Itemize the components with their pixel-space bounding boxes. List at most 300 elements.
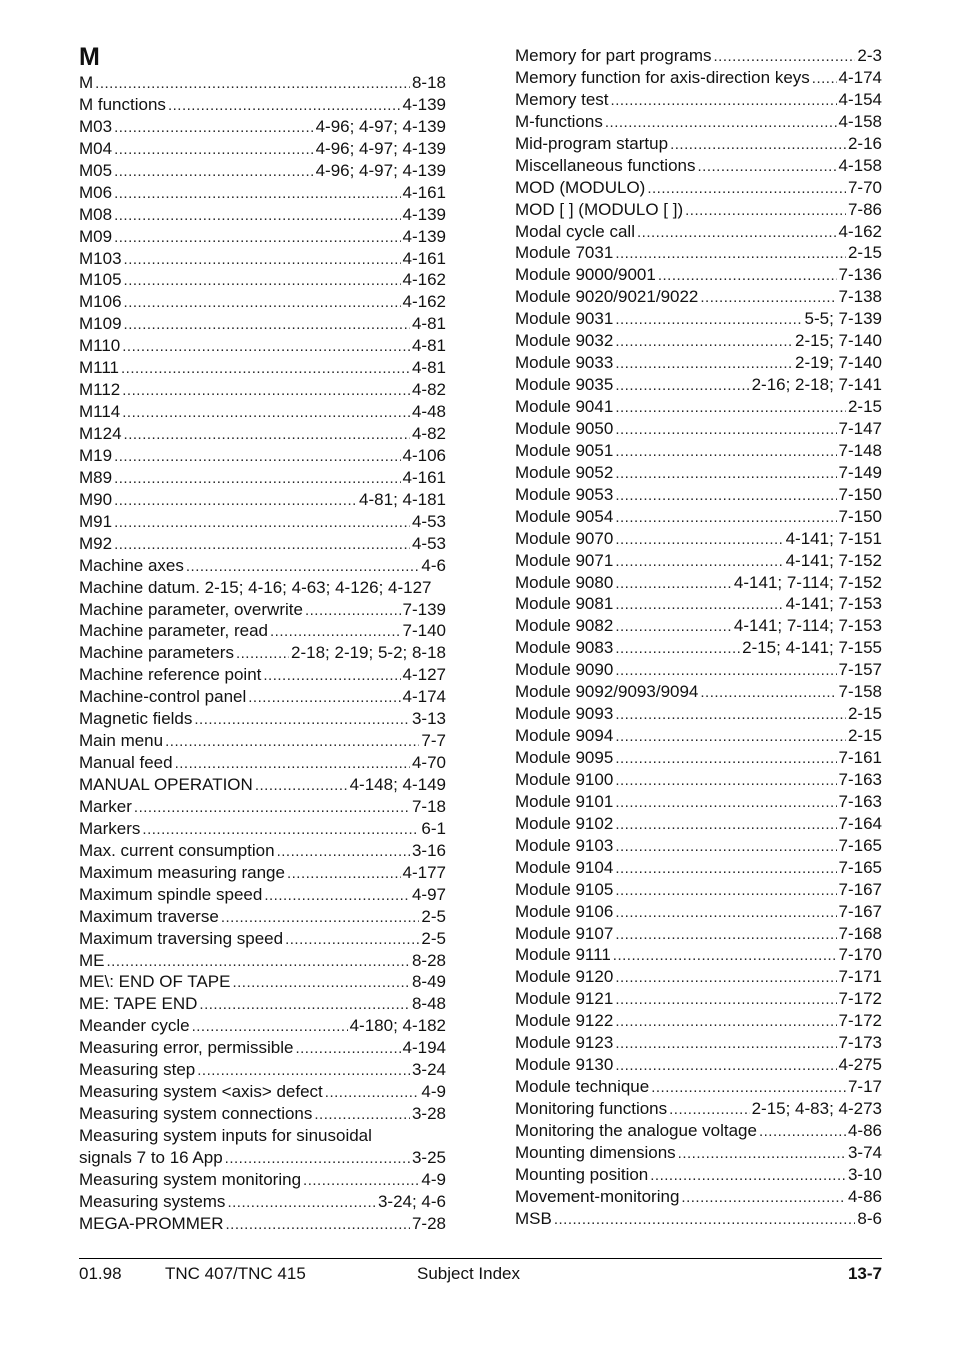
index-entry <box>79 884 446 906</box>
index-page-ref: 4-162 <box>402 292 446 312</box>
index-page-ref: 4-97 <box>411 884 446 904</box>
dot-leader <box>227 1192 376 1214</box>
dot-leader <box>277 841 410 863</box>
index-term: M112 <box>79 380 121 400</box>
index-term: Module 9106 <box>515 901 614 921</box>
index-term: Module 9070 <box>515 528 614 548</box>
dot-leader <box>615 638 740 660</box>
footer-model: TNC 407/TNC 415 <box>165 1264 306 1283</box>
dot-leader <box>615 1055 836 1077</box>
index-entry <box>79 1059 446 1081</box>
dot-leader <box>263 665 400 687</box>
index-page-ref: 7-86 <box>847 199 882 219</box>
dot-leader <box>114 205 400 227</box>
index-entry <box>515 725 882 747</box>
index-term: Module 9101 <box>515 791 614 811</box>
index-page-ref: 4-154 <box>838 89 882 109</box>
dot-leader <box>236 643 289 665</box>
index-entry <box>515 1010 882 1032</box>
index-entry <box>79 730 446 752</box>
index-term: Module 9103 <box>515 835 614 855</box>
index-page-ref: 4-174 <box>838 67 882 87</box>
index-entry <box>79 138 446 160</box>
index-page-ref: 7-17 <box>847 1077 882 1097</box>
index-term: M103 <box>79 248 122 268</box>
index-entry <box>515 1032 882 1054</box>
dot-leader <box>142 819 419 841</box>
index-page-ref: 4-9 <box>421 1082 446 1102</box>
index-term: Monitoring functions <box>515 1099 668 1118</box>
index-term: M19 <box>79 445 113 465</box>
index-page-ref: 4-96; 4-97; 4-139 <box>315 138 446 158</box>
index-entry <box>79 401 446 423</box>
index-page-ref: 4-81 <box>411 358 446 378</box>
index-page-ref: 3-24 <box>411 1060 446 1080</box>
index-page-ref: 2-15 <box>847 704 882 724</box>
dot-leader <box>114 117 314 139</box>
index-term: Machine parameter, overwrite <box>79 599 303 619</box>
index-entry <box>79 489 446 511</box>
index-entry <box>515 966 882 988</box>
dot-leader <box>124 424 410 446</box>
index-term: Module 9032 <box>515 331 614 351</box>
index-page-ref: 2-19; 7-140 <box>795 353 882 373</box>
index-term: M92 <box>79 533 113 553</box>
dot-leader <box>114 490 357 512</box>
index-entry <box>79 335 446 357</box>
index-page-ref: 7-165 <box>838 857 882 877</box>
index-page-ref: 3-13 <box>411 709 446 729</box>
index-entry <box>79 291 446 313</box>
dot-leader <box>303 1170 419 1192</box>
dot-leader <box>658 265 837 287</box>
dot-leader <box>615 441 836 463</box>
index-entry <box>79 445 446 467</box>
index-entry <box>515 396 882 418</box>
index-page-ref: 4-141; 7-114; 7-152 <box>733 572 882 592</box>
index-entry <box>515 901 882 923</box>
dot-leader <box>124 270 401 292</box>
dot-leader <box>114 139 314 161</box>
index-entry <box>515 659 882 681</box>
dot-leader <box>114 534 410 556</box>
footer-section: Subject Index <box>417 1264 521 1283</box>
dot-leader <box>615 419 836 441</box>
index-list-left <box>79 72 446 1235</box>
index-page-ref: 3-24; 4-6 <box>377 1191 446 1211</box>
index-page-ref: 4-9 <box>421 1169 446 1189</box>
dot-leader <box>647 178 846 200</box>
index-entry <box>79 818 446 840</box>
index-term: M124 <box>79 424 122 443</box>
dot-leader <box>611 90 837 112</box>
dot-leader <box>615 573 732 595</box>
index-page-ref: 2-15 <box>847 397 882 416</box>
dot-leader <box>305 600 401 622</box>
index-entry <box>515 418 882 440</box>
index-page-ref: 7-168 <box>838 923 882 943</box>
index-column-right <box>515 45 882 1230</box>
index-page-ref: 2-5 <box>421 906 446 926</box>
index-entry <box>515 199 882 221</box>
index-page-ref: 3-25 <box>411 1147 446 1167</box>
index-list-right <box>515 45 882 1230</box>
index-entry <box>515 177 882 199</box>
index-page-ref: 2-16; 2-18; 7-141 <box>751 375 882 395</box>
dot-leader <box>175 753 410 775</box>
index-term: Mounting position <box>515 1164 649 1184</box>
index-term: Memory for part programs <box>515 46 712 65</box>
index-term: Module 9080 <box>515 572 614 592</box>
index-term: M04 <box>79 138 113 158</box>
index-page-ref: 4-158 <box>838 111 882 131</box>
index-page-ref: 3-74 <box>847 1142 882 1162</box>
index-page-ref: 7-150 <box>838 484 882 504</box>
dot-leader <box>122 380 410 402</box>
index-term: Module 9092/9093/9094 <box>515 682 699 702</box>
index-page-ref: 4-161 <box>402 248 446 268</box>
index-term: Module 9083 <box>515 638 614 658</box>
dot-leader <box>759 1121 846 1143</box>
index-entry <box>79 928 446 950</box>
index-page-ref: 6-1 <box>421 818 446 838</box>
index-page-ref: 2-15; 7-140 <box>795 331 882 351</box>
index-term: Module 9100 <box>515 769 614 789</box>
dot-leader <box>165 731 419 753</box>
index-term: Manual feed <box>79 753 173 773</box>
dot-leader <box>651 1077 846 1099</box>
index-page-ref: 4-148; 4-149 <box>349 775 446 794</box>
index-term: Module 9094 <box>515 726 614 746</box>
index-entry <box>515 221 882 243</box>
index-term: Markers <box>79 818 141 838</box>
dot-leader <box>199 994 410 1016</box>
dot-leader <box>285 929 419 951</box>
index-term: M08 <box>79 204 113 224</box>
index-entry <box>515 572 882 594</box>
index-term: Module 9095 <box>515 748 614 767</box>
dot-leader <box>255 775 348 797</box>
index-entry <box>79 226 446 248</box>
index-entry <box>515 615 882 637</box>
index-entry <box>79 94 446 116</box>
index-page-ref: 4-275 <box>838 1055 882 1075</box>
index-term: M89 <box>79 467 113 487</box>
dot-leader <box>114 183 400 205</box>
dot-leader <box>615 748 836 770</box>
index-term: Machine reference point <box>79 665 262 685</box>
dot-leader <box>121 358 410 380</box>
index-entry <box>515 923 882 945</box>
index-page-ref: 7-167 <box>838 901 882 921</box>
index-term: Module 7031 <box>515 243 614 263</box>
index-entry <box>515 813 882 835</box>
index-page-ref: 4-106 <box>402 445 446 465</box>
dot-leader <box>615 924 836 946</box>
dot-leader <box>615 1033 836 1055</box>
dot-leader <box>681 1187 846 1209</box>
dot-leader <box>264 885 410 907</box>
index-entry <box>79 1169 446 1191</box>
index-page-ref: 4-86 <box>847 1120 882 1140</box>
index-term: Module 9054 <box>515 506 614 526</box>
index-page-ref: 7-164 <box>838 813 882 833</box>
index-entry <box>79 182 446 204</box>
index-entry <box>515 155 882 177</box>
index-term: Maximum traversing speed <box>79 928 284 948</box>
index-entry <box>515 506 882 528</box>
dot-leader <box>124 314 410 336</box>
index-term: Module 9000/9001 <box>515 265 656 285</box>
dot-leader <box>615 770 836 792</box>
index-entry <box>79 664 446 686</box>
index-entry <box>79 269 446 291</box>
index-page-ref: 3-10 <box>847 1164 882 1184</box>
dot-leader <box>615 880 836 902</box>
index-page-ref: 7-172 <box>838 989 882 1009</box>
dot-leader <box>615 463 836 485</box>
index-entry <box>79 906 446 928</box>
index-term: M03 <box>79 116 113 136</box>
index-term: Marker <box>79 796 132 816</box>
dot-leader <box>134 797 410 819</box>
index-term: Movement-monitoring <box>515 1186 680 1206</box>
dot-leader <box>168 95 401 117</box>
index-entry <box>79 1213 446 1235</box>
index-term: Module 9105 <box>515 879 614 899</box>
dot-leader <box>615 353 793 375</box>
dot-leader <box>615 331 793 353</box>
index-term: Module 9120 <box>515 967 614 987</box>
index-entry <box>79 204 446 226</box>
index-term: Measuring system monitoring <box>79 1169 302 1189</box>
index-page-ref: 4-6 <box>421 555 446 575</box>
index-page-ref: 7-170 <box>838 945 882 965</box>
index-page-ref: 7-167 <box>838 879 882 899</box>
index-entry <box>515 89 882 111</box>
index-entry <box>79 796 446 818</box>
dot-leader <box>615 375 749 397</box>
index-entry <box>79 467 446 489</box>
index-term: Maximum traverse <box>79 906 219 926</box>
index-page-ref: 7-173 <box>838 1033 882 1053</box>
index-term: Meander cycle <box>79 1016 190 1036</box>
index-entry <box>79 1191 446 1213</box>
index-term: MANUAL OPERATION <box>79 775 253 794</box>
index-entry <box>79 555 446 577</box>
index-term: signals 7 to 16 App <box>79 1147 223 1167</box>
index-entry <box>79 379 446 401</box>
index-page-ref: 4-141; 7-114; 7-153 <box>733 616 882 636</box>
dot-leader <box>114 468 400 490</box>
index-page-ref: 2-18; 2-19; 5-2; 8-18 <box>291 643 446 663</box>
index-page-ref: 2-5 <box>421 928 446 948</box>
dot-leader <box>605 112 837 134</box>
index-entry <box>79 1081 446 1103</box>
index-page-ref: 2-16 <box>847 133 882 153</box>
index-term: Monitoring the analogue voltage <box>515 1120 757 1140</box>
dot-leader <box>197 1060 410 1082</box>
section-letter: M <box>79 43 100 71</box>
dot-leader <box>554 1209 856 1231</box>
index-entry <box>515 440 882 462</box>
index-term: Module 9050 <box>515 418 614 438</box>
index-page-ref: 7-7 <box>421 731 446 751</box>
index-term: M110 <box>79 336 121 356</box>
dot-leader <box>107 951 410 973</box>
index-page-ref: 4-194 <box>402 1038 446 1058</box>
index-page-ref: 2-15; 4-141; 7-155 <box>742 638 882 658</box>
dot-leader <box>124 249 401 271</box>
index-column-left <box>79 42 446 1235</box>
index-entry <box>515 747 882 769</box>
dot-leader <box>650 1165 846 1187</box>
index-entry <box>79 620 446 642</box>
footer-date: 01.98 <box>79 1264 122 1283</box>
dot-leader <box>615 616 732 638</box>
index-page-ref: 4-162 <box>402 270 446 290</box>
index-entry <box>79 993 446 1015</box>
index-entry <box>515 286 882 308</box>
dot-leader <box>700 287 836 309</box>
index-page-ref: 8-48 <box>411 994 446 1014</box>
index-term: Machine axes <box>79 555 184 575</box>
dot-leader <box>325 1082 420 1104</box>
index-term: M114 <box>79 402 121 422</box>
dot-leader <box>287 863 401 885</box>
index-page-ref: 4-180; 4-182 <box>349 1016 446 1036</box>
index-entry <box>515 1164 882 1186</box>
index-entry <box>79 1147 446 1169</box>
index-entry <box>515 67 882 89</box>
index-term: Module 9052 <box>515 462 614 482</box>
index-entry <box>79 774 446 796</box>
index-entry <box>515 308 882 330</box>
index-entry <box>515 703 882 725</box>
index-term: M06 <box>79 182 113 202</box>
index-page-ref: 8-18 <box>411 73 446 92</box>
index-entry <box>515 484 882 506</box>
index-page-ref: 7-161 <box>838 748 882 767</box>
dot-leader <box>678 1143 846 1165</box>
index-entry <box>515 637 882 659</box>
index-term: MOD (MODULO) <box>515 177 646 197</box>
index-page-ref: 3-28 <box>411 1104 446 1124</box>
dot-leader <box>615 397 846 419</box>
index-term: Module 9035 <box>515 375 614 395</box>
index-term: Memory function for axis-direction keys <box>515 67 810 87</box>
index-page-ref: 3-16 <box>411 840 446 860</box>
dot-leader <box>232 972 410 994</box>
dot-leader <box>615 507 836 529</box>
dot-leader <box>615 660 836 682</box>
dot-leader <box>194 709 410 731</box>
dot-leader <box>615 594 783 616</box>
index-page-ref: 4-82 <box>411 380 446 400</box>
index-page-ref: 4-177 <box>402 862 446 882</box>
dot-leader <box>615 529 783 551</box>
index-page-ref: 7-148 <box>838 440 882 460</box>
index-entry <box>79 1015 446 1037</box>
dot-leader <box>226 1214 410 1236</box>
index-term: MSB <box>515 1208 552 1228</box>
dot-leader <box>192 1016 348 1038</box>
index-entry <box>79 686 446 708</box>
dot-leader <box>114 446 400 468</box>
index-term: M105 <box>79 270 122 290</box>
index-term: Module 9123 <box>515 1033 614 1053</box>
index-entry <box>79 248 446 270</box>
index-entry: Machine datum. 2-15; 4-16; 4-63; 4-126; 4-127 <box>79 577 432 597</box>
index-term: Machine parameters <box>79 643 234 663</box>
index-entry <box>515 944 882 966</box>
dot-leader <box>669 1099 749 1121</box>
index-term: Module 9102 <box>515 813 614 833</box>
index-term: Module 9053 <box>515 484 614 504</box>
index-term: M05 <box>79 160 113 180</box>
dot-leader <box>615 726 846 748</box>
index-term: Module 9130 <box>515 1055 614 1075</box>
dot-leader <box>124 292 401 314</box>
index-page-ref: 4-161 <box>402 467 446 487</box>
index-term: M-functions <box>515 111 603 131</box>
index-term: M106 <box>79 292 122 312</box>
index-entry <box>515 1142 882 1164</box>
index-entry <box>515 462 882 484</box>
index-term: M91 <box>79 511 113 531</box>
dot-leader <box>615 792 836 814</box>
index-term: Module 9122 <box>515 1011 614 1031</box>
dot-leader <box>225 1148 410 1170</box>
dot-leader <box>295 1038 400 1060</box>
index-entry <box>515 528 882 550</box>
dot-leader <box>697 156 836 178</box>
index-term: Mid-program startup <box>515 133 669 153</box>
index-entry <box>515 1098 882 1120</box>
index-term: Module 9033 <box>515 353 614 373</box>
index-entry <box>515 111 882 133</box>
index-entry <box>79 1037 446 1059</box>
index-term: Machine parameter, read <box>79 621 268 641</box>
index-term: Miscellaneous functions <box>515 155 696 175</box>
index-page-ref: 4-141; 7-153 <box>785 594 882 614</box>
index-page-ref: 8-28 <box>411 950 446 970</box>
index-term: Module 9051 <box>515 440 614 460</box>
dot-leader <box>615 836 836 858</box>
index-entry <box>515 550 882 572</box>
index-term: Measuring system connections <box>79 1104 313 1124</box>
index-entry <box>515 352 882 374</box>
index-entry <box>515 681 882 703</box>
index-entry <box>79 840 446 862</box>
dot-leader <box>114 512 410 534</box>
dot-leader <box>615 989 836 1011</box>
dot-leader <box>615 1011 836 1033</box>
index-term: Max. current consumption <box>79 840 275 860</box>
index-term: Main menu <box>79 731 164 751</box>
index-page-ref: 4-139 <box>402 204 446 224</box>
index-entry <box>515 330 882 352</box>
index-page-ref: 2-15 <box>847 726 882 746</box>
index-page-ref: 4-53 <box>411 533 446 553</box>
index-page-ref: 7-165 <box>838 835 882 855</box>
index-page-ref: 4-70 <box>411 753 446 773</box>
dot-leader <box>114 227 400 249</box>
index-term: Module 9071 <box>515 550 614 570</box>
index-entry <box>515 1186 882 1208</box>
index-term: ME: TAPE END <box>79 994 198 1014</box>
index-term: Module 9111 <box>515 945 611 965</box>
